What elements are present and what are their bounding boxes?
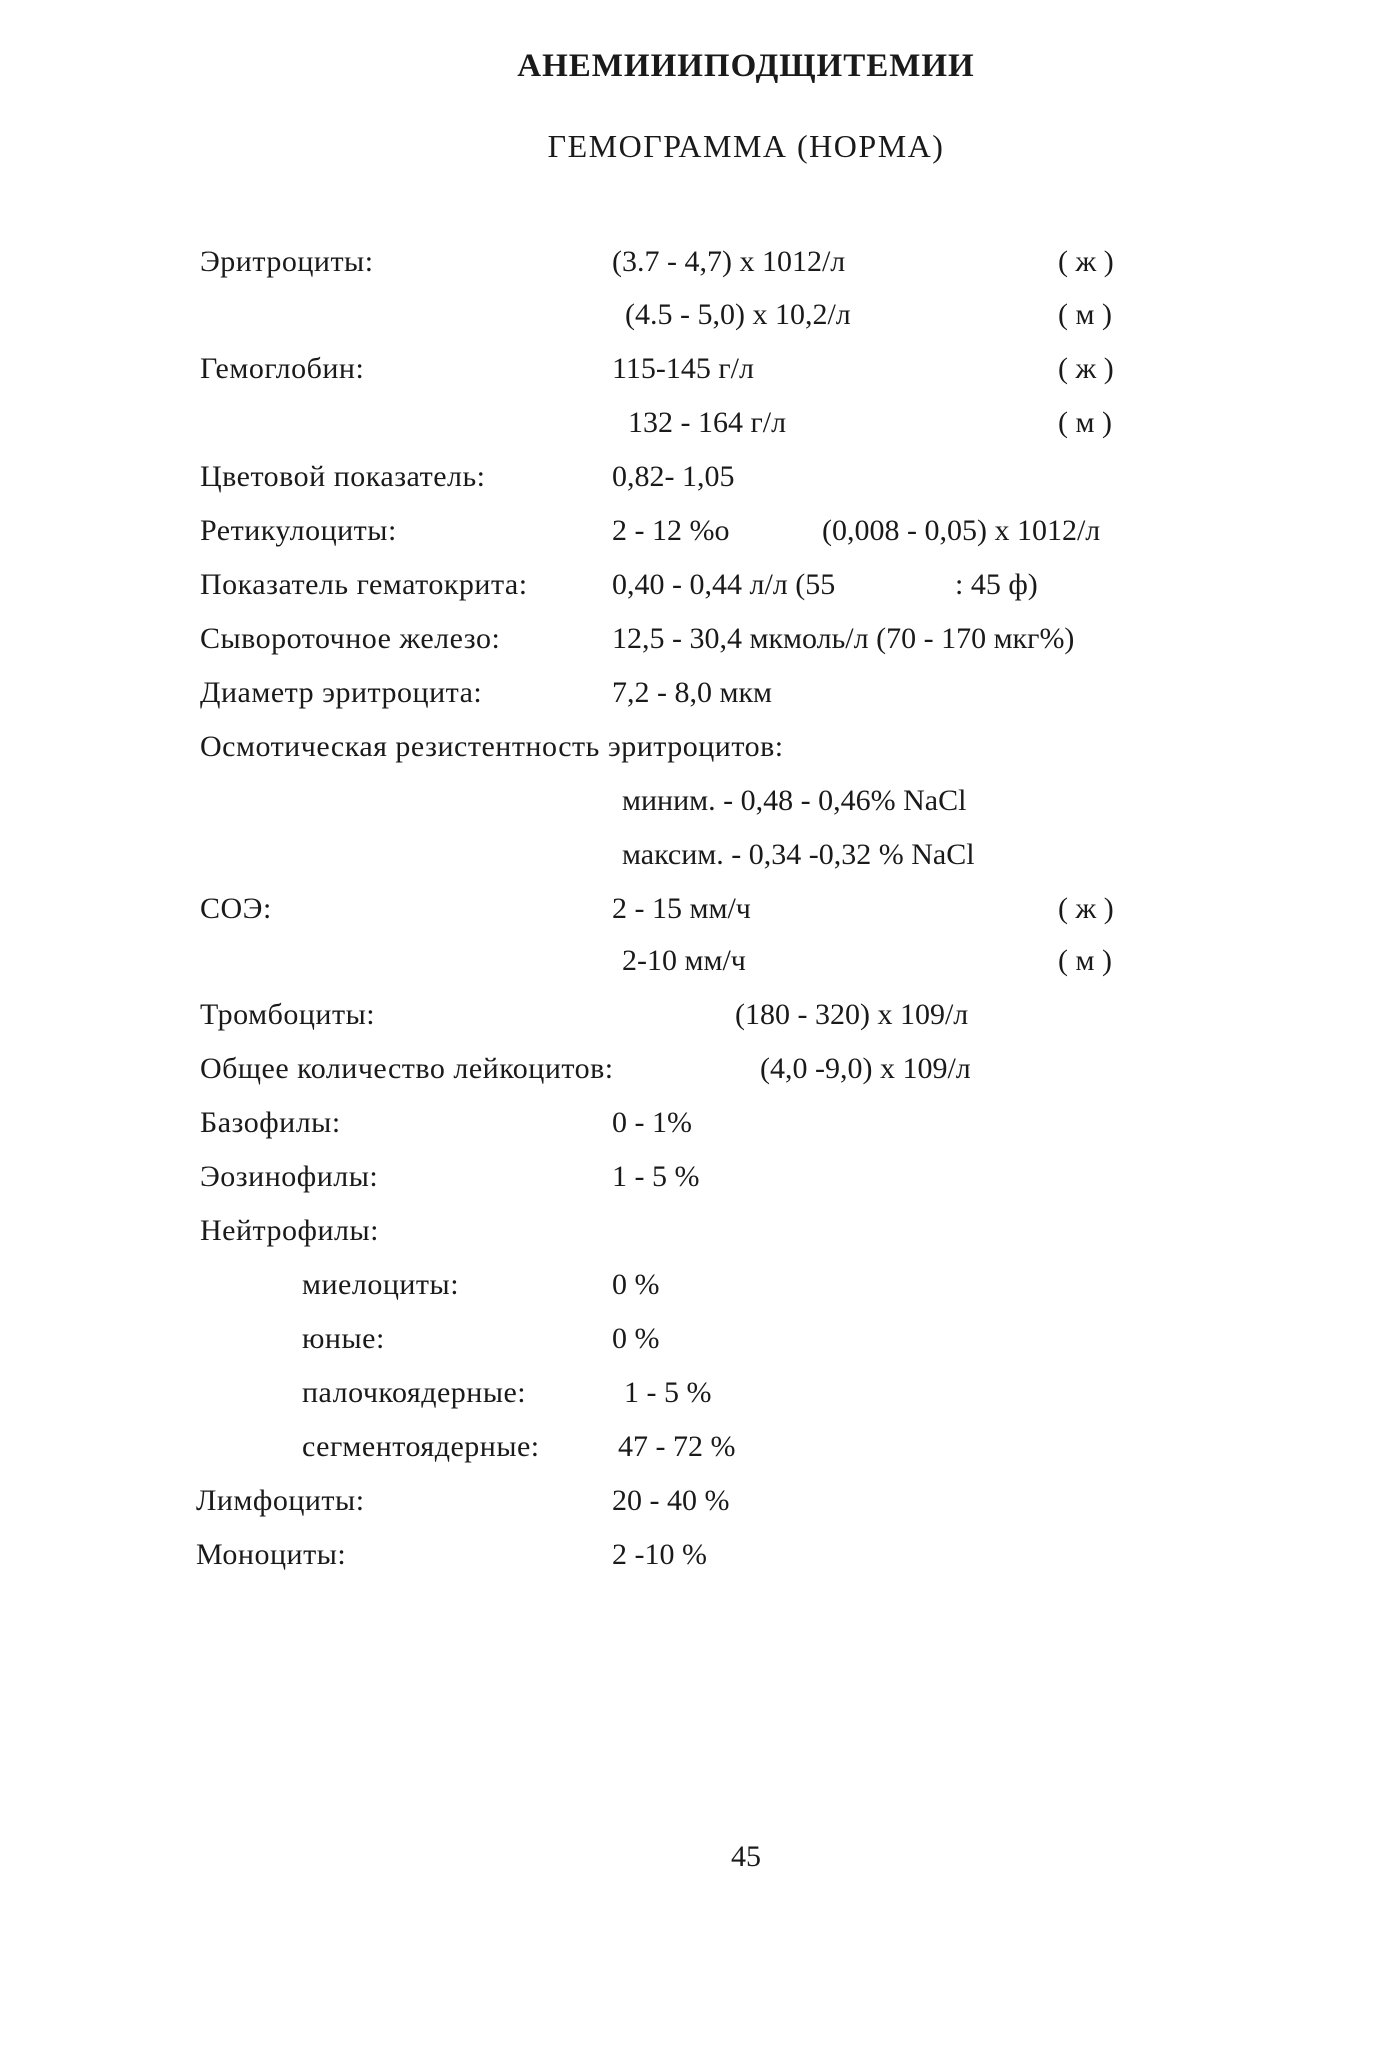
document-title: АНЕМИИИПОДЩИТЕМИИ	[517, 48, 975, 84]
hematocrit-label: Показатель гематокрита:	[200, 568, 528, 601]
esr-sex-male: ( м )	[1058, 944, 1112, 977]
myelocytes-label: миелоциты:	[302, 1268, 460, 1301]
reticulocytes-label: Ретикулоциты:	[200, 514, 397, 547]
color-index-value: 0,82- 1,05	[612, 460, 735, 493]
hemoglobin-label: Гемоглобин:	[200, 352, 365, 385]
hemoglobin-sex-male: ( м )	[1058, 406, 1112, 439]
segmented-neutrophils-label: сегментоядерные:	[302, 1430, 540, 1463]
esr-label: СОЭ:	[200, 892, 272, 925]
myelocytes-value: 0 %	[612, 1268, 660, 1301]
esr-value-male: 2-10 мм/ч	[622, 944, 746, 977]
osmotic-resistance-max: максим. - 0,34 -0,32 % NaCl	[622, 838, 975, 871]
erythrocytes-value-male: (4.5 - 5,0) х 10,2/л	[625, 298, 851, 331]
erythrocyte-diameter-label: Диаметр эритроцита:	[200, 676, 483, 709]
erythrocytes-value-female: (3.7 - 4,7) х 1012/л	[612, 245, 846, 278]
erythrocytes-sex-female: ( ж )	[1058, 245, 1114, 278]
neutrophils-label: Нейтрофилы:	[200, 1214, 379, 1247]
juvenile-label: юные:	[302, 1322, 385, 1355]
reticulocytes-value-absolute: (0,008 - 0,05) х 1012/л	[822, 514, 1101, 547]
hemoglobin-value-male: 132 - 164 г/л	[628, 406, 787, 439]
esr-value-female: 2 - 15 мм/ч	[612, 892, 751, 925]
erythrocytes-label: Эритроциты:	[200, 245, 374, 278]
reticulocytes-value: 2 - 12 %о	[612, 514, 730, 547]
juvenile-value: 0 %	[612, 1322, 660, 1355]
erythrocytes-sex-male: ( м )	[1058, 298, 1112, 331]
esr-sex-female: ( ж )	[1058, 892, 1114, 925]
color-index-label: Цветовой показатель:	[200, 460, 486, 493]
erythrocyte-diameter-value: 7,2 - 8,0 мкм	[612, 676, 773, 709]
platelets-value: (180 - 320) х 109/л	[735, 998, 969, 1031]
hemoglobin-value-female: 115-145 г/л	[612, 352, 754, 385]
basophils-value: 0 - 1%	[612, 1106, 692, 1139]
monocytes-value: 2 -10 %	[612, 1538, 707, 1571]
hematocrit-value: 0,40 - 0,44 л/л (55	[612, 568, 836, 601]
serum-iron-label: Сывороточное железо:	[200, 622, 501, 655]
basophils-label: Базофилы:	[200, 1106, 341, 1139]
document-subtitle: ГЕМОГРАММА (НОРМА)	[547, 128, 945, 164]
page-number: 45	[731, 1840, 761, 1873]
osmotic-resistance-min: миним. - 0,48 - 0,46% NaCl	[622, 784, 967, 817]
osmotic-resistance-label: Осмотическая резистентность эритроцитов:	[200, 730, 784, 763]
band-neutrophils-value: 1 - 5 %	[624, 1376, 712, 1409]
lymphocytes-value: 20 - 40 %	[612, 1484, 730, 1517]
lymphocytes-label: Лимфоциты:	[196, 1484, 365, 1517]
leukocytes-value: (4,0 -9,0) х 109/л	[760, 1052, 971, 1085]
monocytes-label: Моноциты:	[196, 1538, 347, 1571]
leukocytes-label: Общее количество лейкоцитов:	[200, 1052, 614, 1085]
hemoglobin-sex-female: ( ж )	[1058, 352, 1114, 385]
band-neutrophils-label: палочкоядерные:	[302, 1376, 527, 1409]
platelets-label: Тромбоциты:	[200, 998, 376, 1031]
hematocrit-value-ratio: : 45 ф)	[955, 568, 1038, 601]
eosinophils-value: 1 - 5 %	[612, 1160, 700, 1193]
eosinophils-label: Эозинофилы:	[200, 1160, 379, 1193]
serum-iron-value: 12,5 - 30,4 мкмоль/л (70 - 170 мкг%)	[612, 622, 1075, 655]
segmented-neutrophils-value: 47 - 72 %	[618, 1430, 736, 1463]
